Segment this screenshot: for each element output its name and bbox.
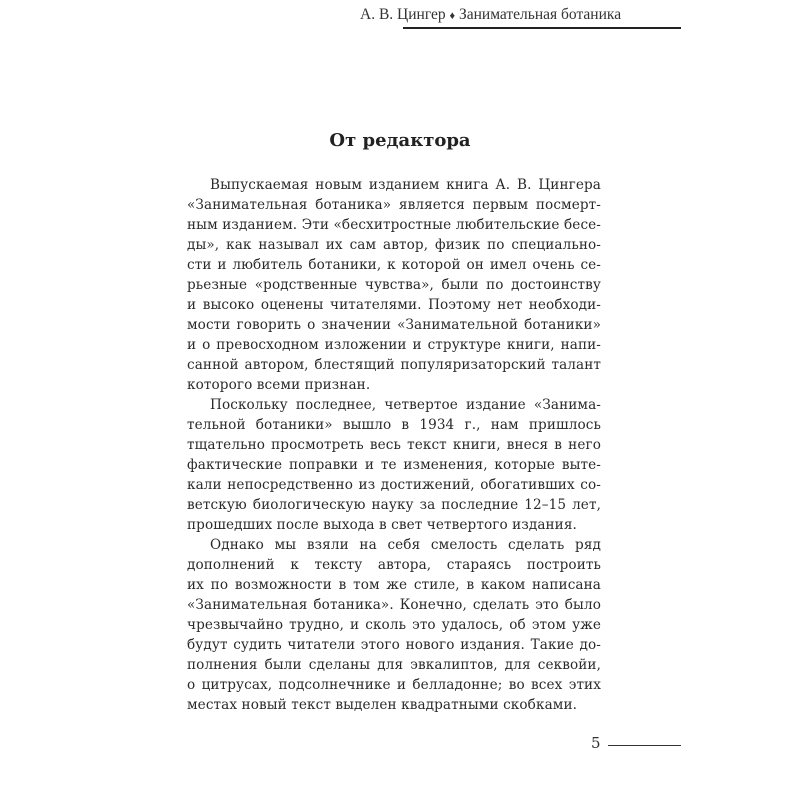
text-line: мости говорить о значении «Занимательной ботаники» — [187, 317, 601, 333]
header-rule — [403, 27, 681, 29]
text-line: будут судить читатели этого нового издания. Такие до- — [187, 637, 601, 653]
text-line: которого всеми признан. — [187, 377, 371, 393]
text-line: о цитрусах, подсолнечнике и белладонне; во всех этих — [187, 677, 601, 693]
text-line: ным изданием. Эти «бесхитростные любительские бесе- — [187, 217, 601, 233]
header-book-title: Занимательная ботаника — [458, 6, 622, 23]
footer-rule — [608, 745, 681, 746]
text-line: ды», как называл их сам автор, физик по специально- — [187, 237, 601, 253]
text-line: и высоко оценены читателями. Поэтому нет необходи- — [187, 297, 601, 313]
text-line: чрезвычайно трудно, и сколь это удалось, об этом уже — [187, 617, 601, 633]
body-text — [187, 175, 601, 715]
text-line: и о превосходном изложении и структуре книги, напи- — [187, 337, 601, 353]
text-line: ветскую биологическую науку за последние 12–15 лет, — [187, 497, 601, 513]
page-number: 5 — [591, 734, 601, 752]
text-line: рьезные «родственные чувства», были по достоинству — [187, 277, 601, 293]
text-line: полнения были сделаны для эвкалиптов, для секвойи, — [187, 657, 601, 673]
text-line: местах новый текст выделен квадратными скобками. — [187, 697, 578, 713]
text-line: «Занимательная ботаника». Конечно, сделать это было — [187, 597, 601, 613]
text-line: санной автором, блестящий популяризаторский талант — [187, 357, 601, 373]
text-line: Выпускаемая новым изданием книга А. В. Цингера — [210, 177, 601, 193]
text-line: сти и любитель ботаники, к которой он имел очень се- — [187, 257, 601, 273]
text-line: кали непосредственно из достижений, обогативших со- — [187, 477, 601, 493]
text-line: их по возможности в том же стиле, в каком написана — [187, 577, 601, 593]
text-line: дополнений к тексту автора, стараясь построить — [187, 557, 601, 573]
text-line: тельной ботаники» вышло в 1934 г., нам пришлось — [187, 417, 601, 433]
text-line: прошедших после выхода в свет четвертого издания. — [187, 517, 577, 533]
text-line: тщательно просмотреть весь текст книги, внеся в него — [187, 437, 601, 453]
text-line: фактические поправки и те изменения, которые выте- — [187, 457, 601, 473]
header-author: А. В. Цингер — [360, 6, 446, 23]
diamond-separator-icon: ♦ — [449, 10, 456, 22]
page-title: От редактора — [329, 130, 471, 151]
text-line: «Занимательная ботаника» является первым посмерт- — [187, 197, 601, 213]
running-header — [360, 6, 690, 24]
text-line: Однако мы взяли на себя смелость сделать ряд — [210, 537, 601, 553]
text-line: Поскольку последнее, четвертое издание «Занима- — [210, 397, 601, 413]
